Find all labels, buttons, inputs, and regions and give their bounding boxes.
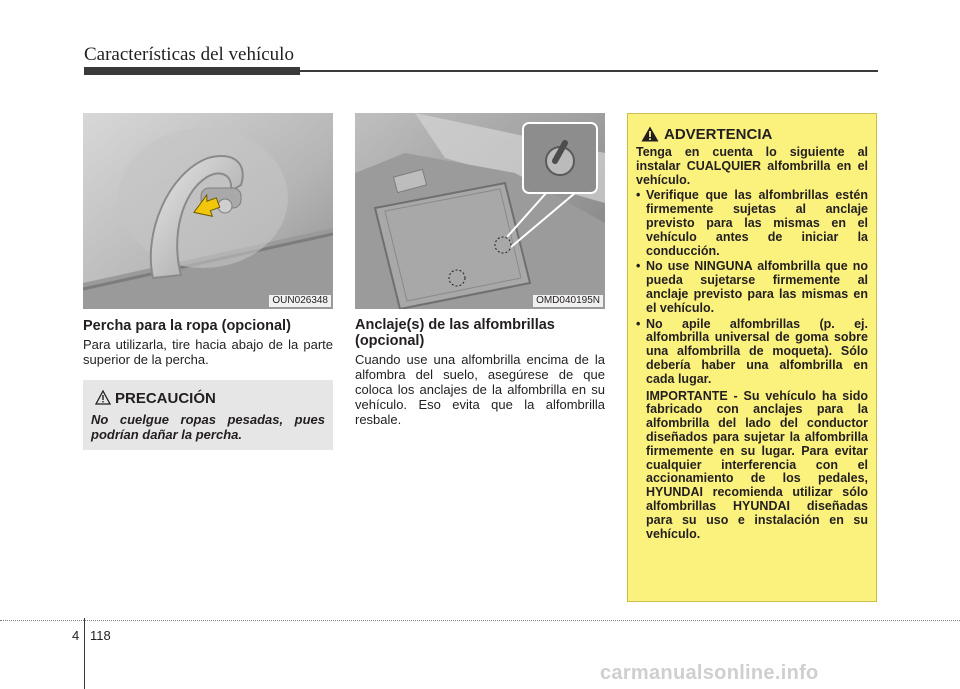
bullet-icon: •: [636, 188, 641, 203]
caution-triangle-icon: [95, 390, 111, 405]
caution-box: [83, 380, 333, 450]
header-rule-thin: [300, 70, 878, 72]
page-number: 118: [90, 628, 111, 643]
floor-mat-illustration: [355, 113, 605, 309]
warning-list: [636, 189, 868, 386]
header-rule-thick: [84, 67, 300, 75]
footer-dotted-rule: [0, 620, 960, 622]
warning-item-text: No apile alfombrillas (p. ej. alfombrilla universal de goma sobre una alfombrilla de moqueta). Sólo debería haber una alfombrilla en cada lugar.: [646, 316, 868, 386]
coat-hook-illustration: [83, 113, 333, 309]
floor-mat-heading: [355, 317, 605, 349]
warning-list-item: [636, 260, 868, 315]
warning-list-item: [636, 318, 868, 387]
watermark: carmanualsonline.info: [600, 662, 819, 684]
warning-intro: Tenga en cuenta lo siguiente al instalar CUALQUIER alfombrilla en el vehículo.: [636, 145, 868, 187]
floor-mat-body: Cuando use una alfombrilla encima de la alfombra del suelo, asegúrese de que coloca los anclajes de la alfombrilla en su vehículo. Eso evita que la alfombrilla resbale.: [355, 352, 605, 427]
warning-list-item: [636, 189, 868, 258]
bullet-icon: •: [636, 316, 641, 331]
warning-triangle-icon: [641, 126, 659, 142]
warning-item-text: Verifique que las alfombrillas estén firmemente sujetas al anclaje previsto para las mismas en el vehículo antes de iniciar la conducción.: [646, 188, 868, 258]
caution-title: PRECAUCIÓN: [115, 390, 216, 407]
chapter-number: 4: [72, 628, 80, 643]
coat-hook-body: Para utilizarla, tire hacia abajo de la parte superior de la percha.: [83, 337, 333, 367]
floor-mat-heading-line1: Anclaje(s) de las alfombrillas: [355, 317, 555, 333]
floor-mat-heading-line2: (opcional): [355, 333, 425, 349]
floor-mat-anchor-photo: [355, 113, 605, 309]
coat-hook-heading: Percha para la ropa (opcional): [83, 318, 291, 334]
warning-content: [636, 146, 868, 541]
caution-text: No cuelgue ropas pesadas, pues podrían dañar la percha.: [91, 412, 325, 442]
bullet-icon: •: [636, 259, 641, 274]
coat-hook-photo: [83, 113, 333, 309]
page-header-title: Características del vehículo: [84, 44, 294, 65]
warning-box: [627, 113, 877, 602]
warning-important-note: IMPORTANTE - Su vehículo ha sido fabricado con anclajes para la alfombrilla del lado del conductor diseñados para sujetar la alfombrilla firmemente en su lugar. Para evitar cualquier interferencia con el accionamiento de los pedales, HYUNDAI recomienda utilizar sólo alfombrillas HYUNDAI diseñadas para su uso e instalación en su vehículo.: [646, 388, 868, 541]
warning-item-text: No use NINGUNA alfombrilla que no pueda sujetarse firmemente al anclaje previsto para las mismas en el vehículo.: [646, 259, 868, 315]
footer-vertical-rule: [84, 618, 85, 689]
warning-title: ADVERTENCIA: [664, 126, 773, 143]
figure-code: OUN026348: [269, 295, 331, 307]
figure-code: OMD040195N: [533, 295, 603, 307]
